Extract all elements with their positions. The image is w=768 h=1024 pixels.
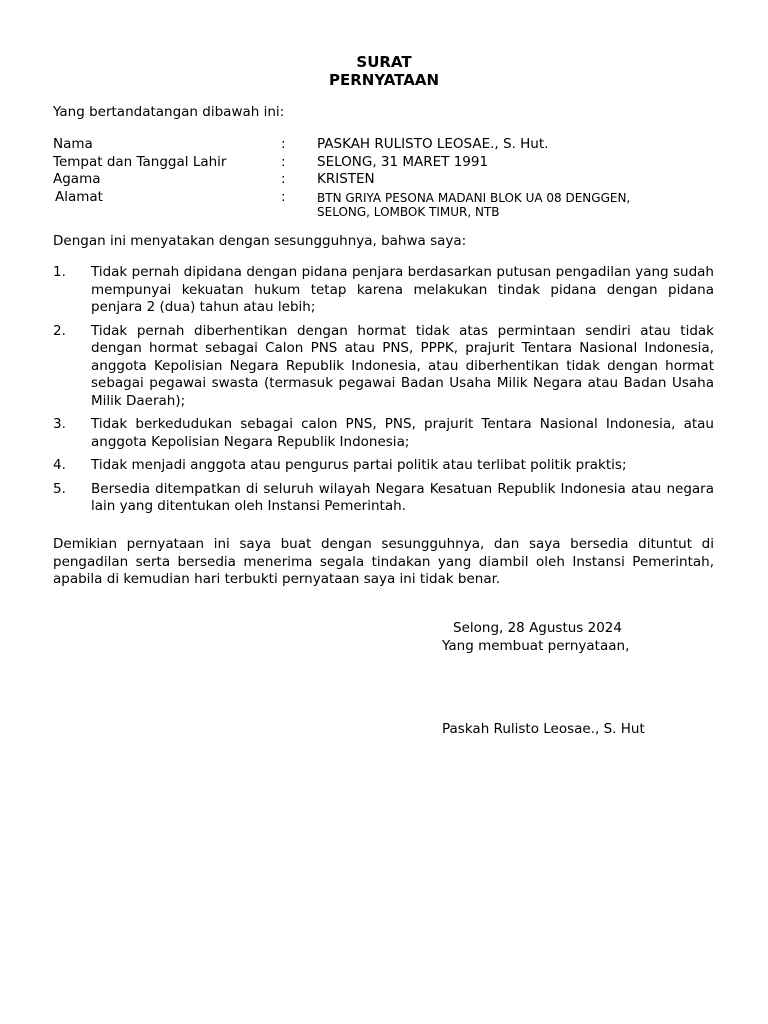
address-line-1: BTN GRIYA PESONA MADANI BLOK UA 08 DENGGEN, — [317, 190, 631, 205]
declaration-intro: Dengan ini menyatakan dengan sesungguhnya, bahwa saya: — [53, 233, 467, 249]
field-alamat — [53, 189, 713, 220]
list-item — [53, 457, 714, 475]
list-item-number: 3. — [53, 416, 66, 432]
list-item-number: 2. — [53, 322, 66, 339]
list-item-number: 4. — [53, 457, 66, 473]
list-item-number: 5. — [53, 480, 66, 497]
list-item-text: Tidak pernah diberhentikan dengan hormat tidak atas permintaan sendiri atau tidak dengan hormat sebagai Calon PNS atau PNS, PPPK, prajurit Tentara Nasional Indonesia, anggota Kepolisian Negara Republik Indonesia, atau diberhentikan tidak dengan hormat sebagai pegawai swasta (termasuk pegawai Badan Usaha Milik Negara atau Badan Usaha Milik Daerah); — [91, 322, 714, 409]
list-item-text: Bersedia ditempatkan di seluruh wilayah Negara Kesatuan Republik Indonesia atau negara lain yang ditentukan oleh Instansi Pemerintah. — [91, 480, 714, 514]
field-colon: : — [281, 188, 286, 205]
field-colon: : — [281, 136, 286, 152]
closing-paragraph: Demikian pernyataan ini saya buat dengan sesungguhnya, dan saya bersedia dituntut di pengadilan serta bersedia menerima segala tindakan yang diambil oleh Instansi Pemerintah, apabila di kemudian hari terbukti pernyataan saya ini tidak benar. — [53, 536, 714, 587]
list-item — [53, 416, 714, 451]
field-label: Nama — [53, 136, 93, 152]
list-item — [53, 264, 714, 317]
field-ttl — [53, 154, 713, 172]
title-line-1: SURAT — [356, 53, 412, 71]
field-colon: : — [281, 171, 286, 187]
field-label: Alamat — [55, 188, 103, 205]
list-item-text: Tidak menjadi anggota atau pengurus partai politik atau terlibat politik praktis; — [91, 457, 627, 473]
signature-block — [442, 620, 682, 737]
field-label: Agama — [53, 171, 101, 187]
list-item-text: Tidak berkedudukan sebagai calon PNS, PNS, prajurit Tentara Nasional Indonesia, atau anggota Kepolisian Negara Republik Indonesia; — [91, 416, 714, 450]
address-line-2: SELONG, LOMBOK TIMUR, NTB — [317, 205, 500, 219]
signature-caption: Yang membuat pernyataan, — [442, 637, 630, 654]
field-value: SELONG, 31 MARET 1991 — [317, 153, 489, 170]
field-colon: : — [281, 153, 286, 170]
field-label: Tempat dan Tanggal Lahir — [53, 153, 227, 170]
field-value: KRISTEN — [317, 171, 375, 187]
field-value: PASKAH RULISTO LEOSAE., S. Hut. — [317, 136, 549, 152]
document-title — [0, 53, 768, 89]
field-nama — [53, 136, 713, 154]
field-agama — [53, 171, 713, 189]
field-value — [317, 189, 713, 220]
list-item-number: 1. — [53, 264, 66, 280]
identity-fields — [53, 136, 713, 220]
list-item-text: Tidak pernah dipidana dengan pidana penjara berdasarkan putusan pengadilan yang sudah mempunyai kekuatan hukum tetap karena melakukan tindak pidana dengan pidana penjara 2 (dua) tahun atau lebih; — [91, 264, 714, 315]
declaration-list — [53, 264, 714, 522]
signature-place-date: Selong, 28 Agustus 2024 — [453, 620, 622, 636]
list-item — [53, 323, 714, 411]
list-item — [53, 481, 714, 516]
signer-name: Paskah Rulisto Leosae., S. Hut — [442, 721, 645, 737]
intro-text: Yang bertandatangan dibawah ini: — [53, 104, 285, 120]
title-line-2: PERNYATAAN — [328, 71, 440, 89]
